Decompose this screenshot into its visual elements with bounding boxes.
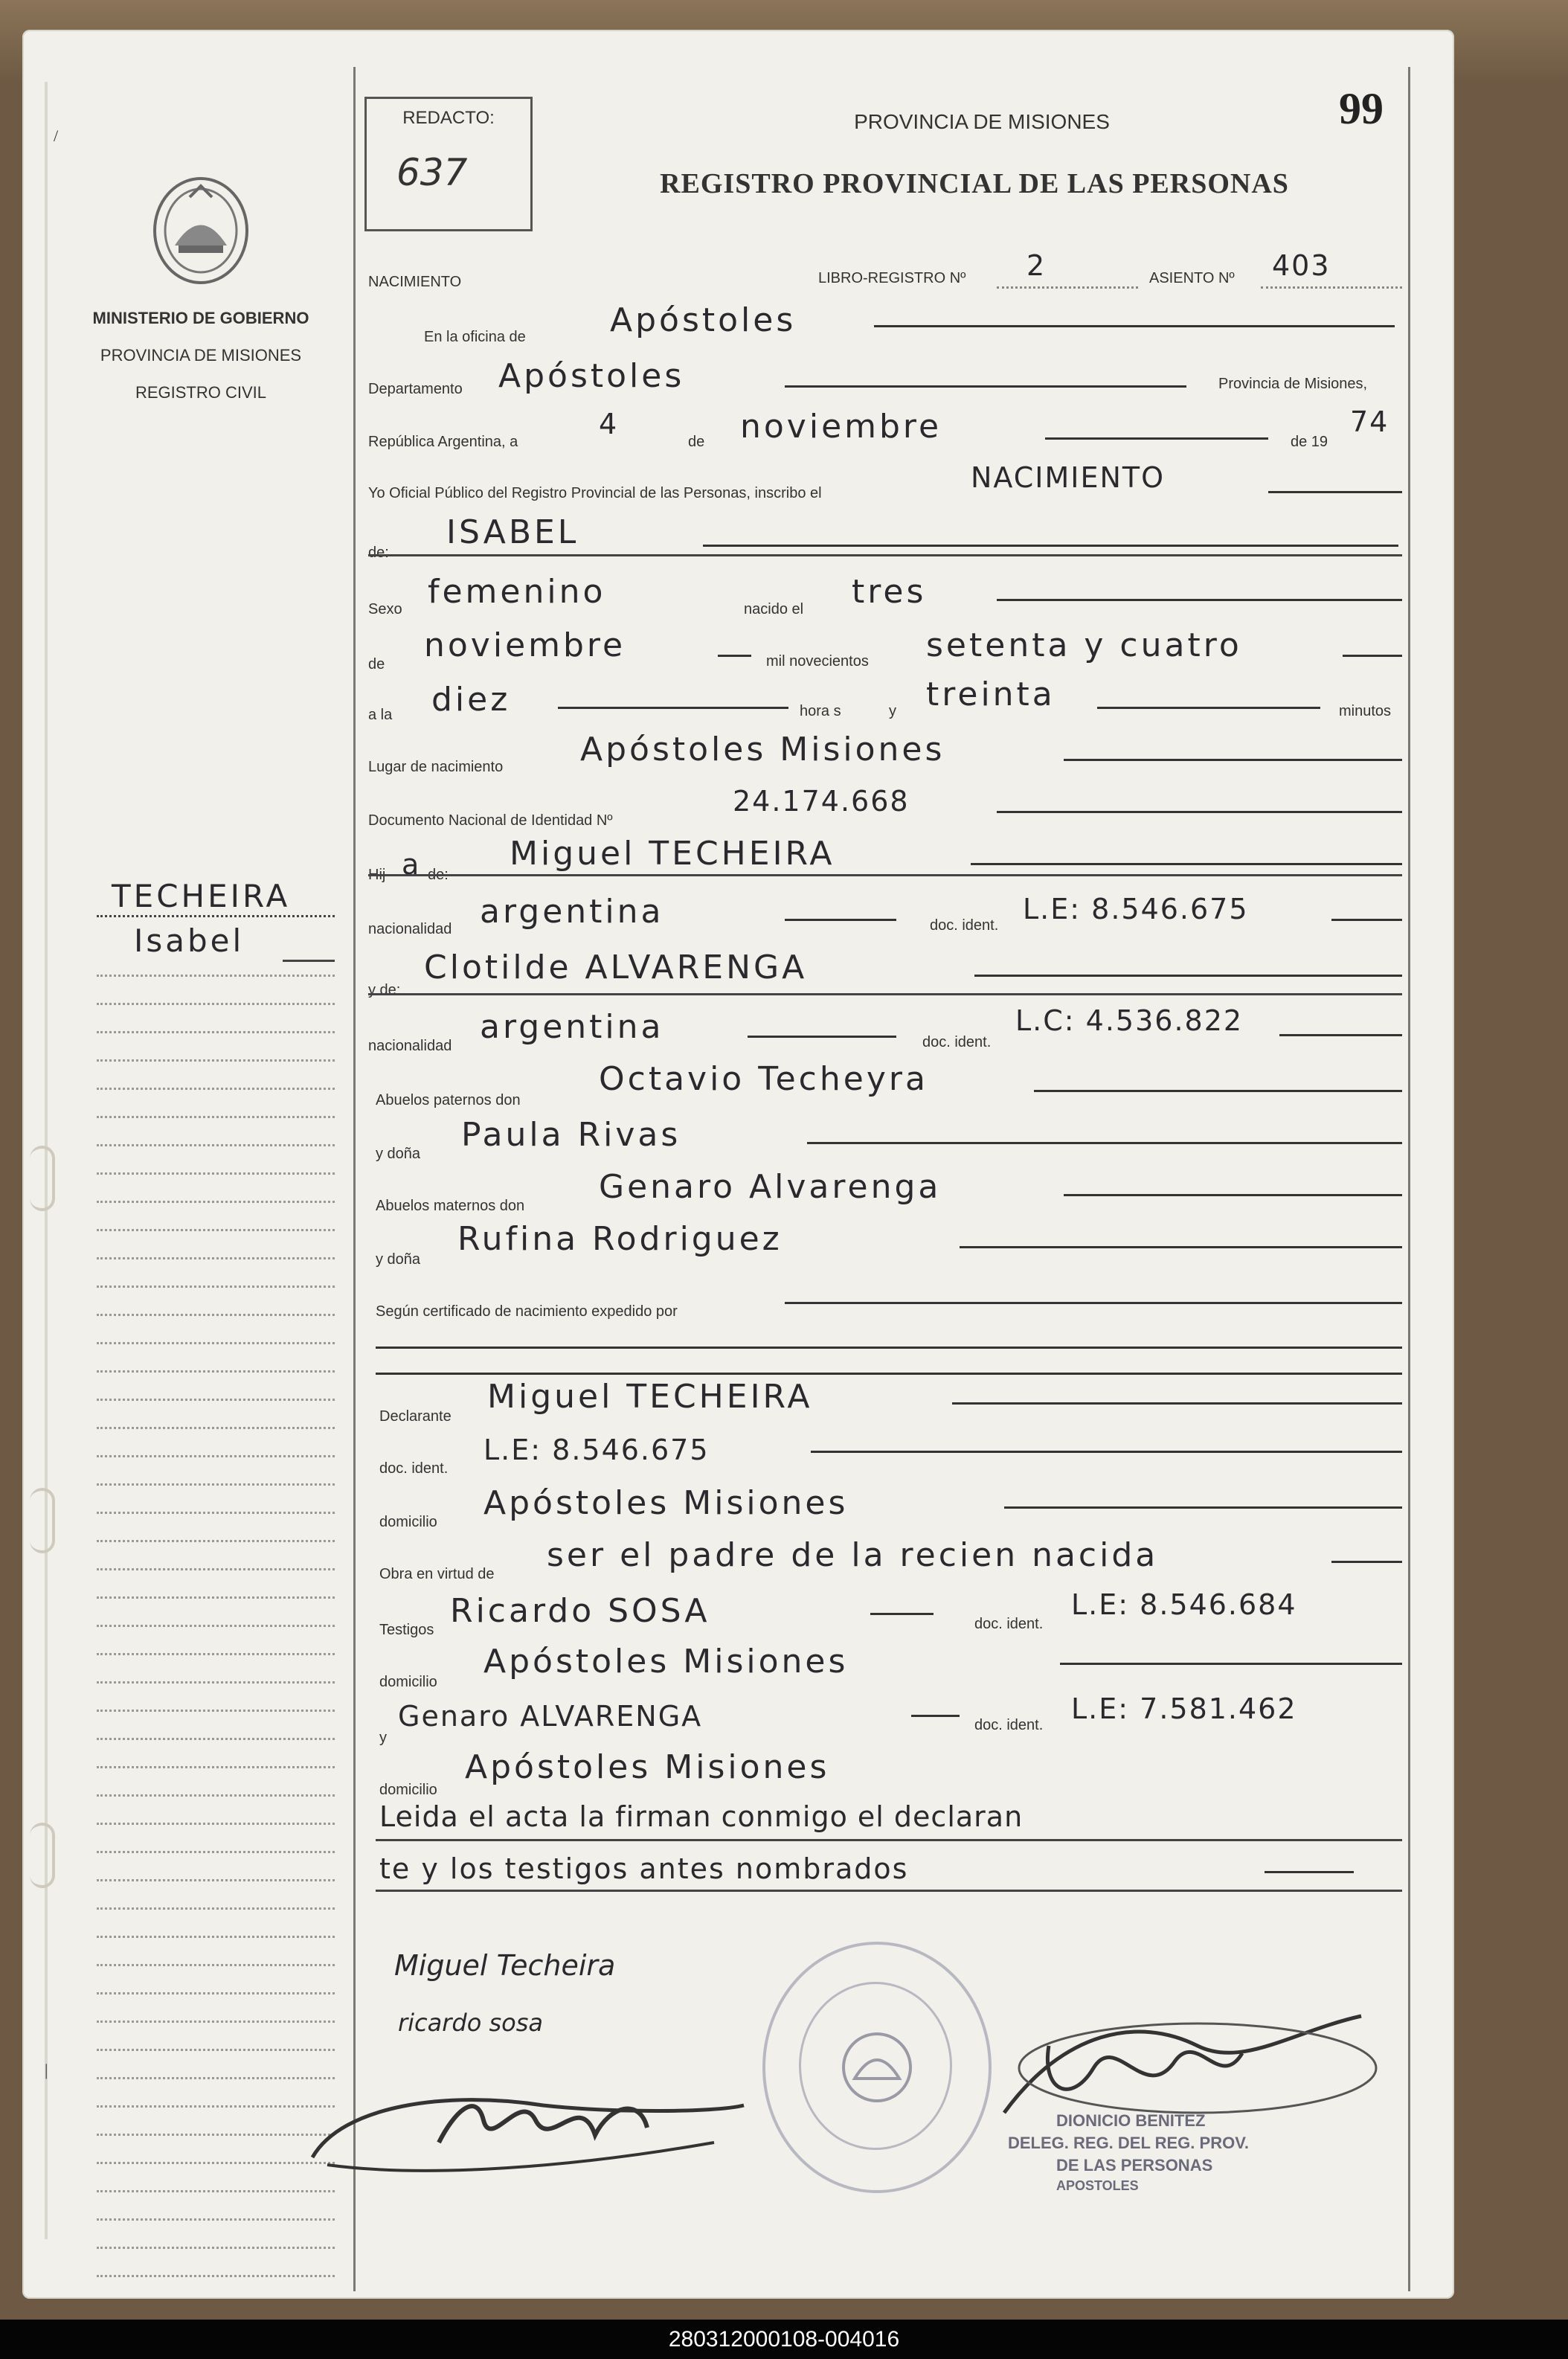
- father-line: [971, 863, 1402, 865]
- official-stamp-place: APOSTOLES: [1056, 2178, 1139, 2193]
- domicile-label: domicilio: [379, 1514, 437, 1530]
- witness1-domicile-line: [1060, 1663, 1402, 1665]
- margin-ruled-line: [97, 1201, 335, 1203]
- margin-given-name: Isabel: [134, 922, 245, 959]
- margin-ruled-line: [97, 1681, 335, 1684]
- declarant-signature: Miguel Techeira: [394, 1949, 616, 1982]
- declarant-line: [952, 1402, 1402, 1405]
- witness1-doc: L.E: 8.546.684: [1071, 1588, 1297, 1621]
- thousand-label: mil novecientos: [766, 653, 869, 670]
- book-dots: [997, 286, 1138, 289]
- minutes-label: minutos: [1339, 703, 1392, 719]
- registry-seal-icon: [762, 1942, 992, 2193]
- margin-mark: |: [45, 2061, 48, 2079]
- binding-stitch: [30, 1823, 55, 1888]
- minute-line: [1097, 707, 1320, 709]
- witness2-doc: L.E: 7.581.462: [1071, 1692, 1297, 1725]
- dni-line: [997, 811, 1402, 813]
- born-year-words: setenta y cuatro: [926, 626, 1242, 664]
- virtue-value: ser el padre de la recien nacida: [547, 1536, 1159, 1574]
- province-heading: PROVINCIA DE MISIONES: [854, 110, 1110, 133]
- redacto-label: REDACTO:: [402, 108, 495, 128]
- birthplace-label: Lugar de nacimiento: [368, 759, 504, 775]
- year-value: 74: [1350, 405, 1389, 438]
- certificate-label: Según certificado de nacimiento expedido por: [376, 1303, 678, 1320]
- department-value: Apóstoles: [498, 357, 685, 395]
- margin-ruled-line: [97, 1710, 335, 1712]
- closing-line-1: Leida el acta la firman conmigo el declaran: [379, 1800, 1024, 1833]
- born-day-line: [997, 599, 1402, 601]
- paternal-grandparents-label: Abuelos paternos don: [376, 1092, 521, 1108]
- margin-ruled-line: [97, 1116, 335, 1118]
- margin-ruled-line: [97, 1653, 335, 1655]
- redacto-value: 637: [396, 151, 468, 194]
- nationality-label: nacionalidad: [368, 921, 452, 937]
- margin-ruled-line: [97, 1229, 335, 1231]
- ministry-registry: REGISTRO CIVIL: [135, 383, 267, 402]
- doc2-label: doc. ident.: [922, 1034, 992, 1050]
- born-year-line: [1343, 655, 1402, 657]
- month-line: [1045, 437, 1268, 440]
- right-margin-rule: [1408, 67, 1410, 2291]
- entry-number: 403: [1272, 249, 1331, 282]
- declarant-name: Miguel TECHEIRA: [487, 1378, 813, 1416]
- margin-ruled-line: [97, 1059, 335, 1062]
- de-label: de: [688, 434, 705, 450]
- born-month-dash: [718, 655, 751, 657]
- record-type-label: NACIMIENTO: [368, 274, 462, 290]
- margin-ruled-line: [97, 1907, 335, 1910]
- hour-line: [558, 707, 788, 709]
- closing-rule-2: [376, 1890, 1402, 1892]
- certificate-line-3: [376, 1373, 1402, 1375]
- margin-ruled-line: [97, 1286, 335, 1288]
- binding-stitch: [30, 1146, 55, 1211]
- margin-ruled-line: [97, 1314, 335, 1316]
- margin-ruled-line: [97, 1455, 335, 1457]
- born-month: noviembre: [424, 626, 626, 664]
- birthplace-value: Apóstoles Misiones: [580, 731, 945, 768]
- declarant-domicile: Apóstoles Misiones: [483, 1484, 849, 1522]
- act-kind: NACIMIENTO: [971, 461, 1166, 494]
- sex-label: Sexo: [368, 601, 402, 617]
- declarant-domicile-line: [1004, 1506, 1402, 1509]
- margin-dash: [283, 960, 335, 962]
- witness2-doc-label: doc. ident.: [974, 1717, 1044, 1733]
- book-label: LIBRO-REGISTRO Nº: [818, 270, 966, 286]
- margin-ruled-line: [97, 2275, 335, 2277]
- of-label: de:: [368, 545, 389, 561]
- department-line: [785, 385, 1186, 388]
- child-of-letter: a: [402, 848, 421, 881]
- witness2-name: Genaro ALVARENGA: [398, 1700, 703, 1733]
- margin-ruled-line: [97, 1540, 335, 1542]
- hour-words: diez: [431, 681, 511, 719]
- father-nationality: argentina: [480, 893, 664, 931]
- month-value: noviembre: [740, 408, 942, 446]
- year-prefix: de 19: [1291, 434, 1328, 450]
- margin-ruled-line: [97, 975, 335, 977]
- virtue-label: Obra en virtud de: [379, 1566, 495, 1582]
- margin-ruled-line: [97, 1172, 335, 1175]
- margin-ruled-line: [97, 1992, 335, 1994]
- witness2-dash: [911, 1715, 960, 1717]
- maternal-grandfather-line: [1064, 1194, 1402, 1196]
- witness1-doc-label: doc. ident.: [974, 1616, 1044, 1632]
- margin-ruled-line: [97, 1483, 335, 1486]
- sex-value: femenino: [428, 573, 606, 611]
- declarant-doc-line: [811, 1451, 1402, 1453]
- y2-label: y: [379, 1730, 387, 1746]
- office-line: [874, 325, 1395, 327]
- born-label: nacido el: [744, 601, 804, 617]
- mother-nationality: argentina: [480, 1008, 664, 1046]
- province-suffix: Provincia de Misiones,: [1218, 376, 1368, 392]
- child-name: ISABEL: [446, 513, 579, 551]
- witness1-domicile: Apóstoles Misiones: [483, 1643, 849, 1681]
- act-kind-line: [1268, 491, 1402, 493]
- margin-ruled-line: [97, 1879, 335, 1881]
- book-number: 2: [1026, 249, 1047, 282]
- ministry-province: PROVINCIA DE MISIONES: [100, 346, 302, 365]
- mother-nationality-line: [748, 1036, 896, 1038]
- official-stamp-line3: DE LAS PERSONAS: [1056, 2156, 1213, 2175]
- dona2-label: y doña: [376, 1251, 421, 1268]
- declarant-doc-label: doc. ident.: [379, 1460, 449, 1477]
- child-of-label-b: de:: [428, 867, 449, 883]
- margin-ruled-line: [97, 1794, 335, 1797]
- day-value: 4: [599, 408, 619, 440]
- registry-title: REGISTRO PROVINCIAL DE LAS PERSONAS: [660, 168, 1289, 199]
- witness2-domicile: Apóstoles Misiones: [465, 1748, 830, 1786]
- office-value: Apóstoles: [610, 301, 797, 339]
- birthplace-line: [1064, 759, 1402, 761]
- doc-label: doc. ident.: [930, 917, 999, 934]
- closing-line-2: te y los testigos antes nombrados: [379, 1852, 909, 1885]
- margin-line: [97, 915, 335, 917]
- margin-ruled-line: [97, 2049, 335, 2051]
- child-of-label-a: Hij: [368, 867, 386, 883]
- paternal-grandfather-line: [1034, 1090, 1402, 1092]
- margin-ruled-line: [97, 1823, 335, 1825]
- mother-line: [974, 975, 1402, 977]
- margin-ruled-line: [97, 1964, 335, 1966]
- register-page: [22, 30, 1454, 2299]
- declarant-label: Declarante: [379, 1408, 452, 1425]
- official-stamp-title: DELEG. REG. DEL REG. PROV.: [1008, 2134, 1249, 2152]
- y-label: y: [889, 703, 896, 719]
- paternal-grandmother-line: [807, 1142, 1402, 1144]
- father-rule: [368, 874, 1402, 876]
- domicile2-label: domicilio: [379, 1674, 437, 1690]
- margin-ruled-line: [97, 1596, 335, 1599]
- margin-ruled-line: [97, 1851, 335, 1853]
- certificate-line: [785, 1302, 1402, 1304]
- margin-surname: TECHEIRA: [112, 878, 291, 914]
- ministry-name: MINISTERIO DE GOBIERNO: [92, 309, 309, 327]
- dni-value: 24.174.668: [733, 785, 910, 818]
- margin-ruled-line: [97, 1936, 335, 1938]
- margin-ruled-line: [97, 1738, 335, 1740]
- minute-words: treinta: [926, 675, 1055, 713]
- margin-ruled-line: [97, 1766, 335, 1768]
- and-of-label: y de:: [368, 982, 401, 998]
- mother-rule: [368, 993, 1402, 995]
- paternal-grandmother: Paula Rivas: [461, 1116, 681, 1154]
- virtue-line: [1331, 1561, 1402, 1563]
- margin-ruled-line: [97, 2247, 335, 2249]
- maternal-grandparents-label: Abuelos maternos don: [376, 1198, 525, 1214]
- margin-ruled-line: [97, 2218, 335, 2221]
- margin-ruled-line: [97, 1257, 335, 1259]
- official-stamp-name: DIONICIO BENITEZ: [1056, 2111, 1206, 2130]
- margin-ruled-line: [97, 1144, 335, 1146]
- witness1-name: Ricardo SOSA: [450, 1592, 710, 1630]
- witness-signature: ricardo sosa: [398, 2009, 543, 2037]
- father-nationality-line: [785, 919, 896, 921]
- image-caption-bar: [0, 2320, 1568, 2359]
- margin-ruled-line: [97, 2190, 335, 2192]
- margin-ruled-line: [97, 1003, 335, 1005]
- father-doc-line: [1331, 919, 1402, 921]
- certificate-line-2: [376, 1347, 1402, 1349]
- entry-dots: [1261, 286, 1402, 289]
- closing-rule-1: [376, 1839, 1402, 1841]
- domicile3-label: domicilio: [379, 1782, 437, 1798]
- margin-ruled-line: [97, 2021, 335, 2023]
- margin-ruled-line: [97, 1399, 335, 1401]
- father-name: Miguel TECHEIRA: [510, 835, 835, 873]
- de2-label: de: [368, 656, 385, 673]
- at-label: a la: [368, 707, 393, 723]
- hours-label: hora s: [800, 703, 841, 719]
- witness1-dash: [870, 1613, 934, 1615]
- dni-label: Documento Nacional de Identidad Nº: [368, 812, 613, 829]
- official-label: Yo Oficial Público del Registro Provincial de las Personas, inscribo el: [368, 485, 822, 501]
- department-label: Departamento: [368, 381, 463, 397]
- entry-label: ASIENTO Nº: [1149, 270, 1235, 286]
- official-signature-mark: [298, 2061, 759, 2180]
- mother-name: Clotilde ALVARENGA: [424, 949, 808, 986]
- margin-ruled-line: [97, 1031, 335, 1033]
- father-doc: L.E: 8.546.675: [1023, 893, 1249, 925]
- margin-mark: /: [54, 126, 59, 145]
- folio-number: 99: [1339, 84, 1384, 133]
- nationality2-label: nacionalidad: [368, 1038, 452, 1054]
- paternal-grandfather: Octavio Techeyra: [599, 1060, 928, 1098]
- provincial-seal-icon: [149, 175, 253, 286]
- dona-label: y doña: [376, 1146, 421, 1162]
- margin-ruled-line: [97, 1568, 335, 1570]
- child-name-line: [703, 545, 1398, 547]
- maternal-grandfather: Genaro Alvarenga: [599, 1168, 942, 1206]
- margin-ruled-line: [97, 1342, 335, 1344]
- margin-ruled-line: [97, 1427, 335, 1429]
- margin-ruled-line: [97, 1512, 335, 1514]
- born-day: tres: [852, 573, 927, 611]
- witness-label: Testigos: [379, 1622, 434, 1638]
- mother-doc-line: [1279, 1034, 1402, 1036]
- binding-stitch: [30, 1488, 55, 1553]
- maternal-grandmother-line: [960, 1246, 1402, 1248]
- declarant-doc: L.E: 8.546.675: [483, 1434, 710, 1466]
- margin-ruled-line: [97, 1370, 335, 1373]
- republic-label: República Argentina, a: [368, 434, 518, 450]
- child-name-rule: [368, 554, 1402, 556]
- margin-ruled-line: [97, 1625, 335, 1627]
- closing-dash: [1265, 1871, 1354, 1873]
- redacto-box: [364, 97, 533, 231]
- mother-doc: L.C: 4.536.822: [1015, 1004, 1244, 1037]
- margin-ruled-line: [97, 1088, 335, 1090]
- maternal-grandmother: Rufina Rodriguez: [457, 1220, 783, 1258]
- image-caption: 280312000108-004016: [668, 2327, 900, 2352]
- left-margin-rule: [353, 67, 356, 2291]
- office-label: En la oficina de: [424, 329, 526, 345]
